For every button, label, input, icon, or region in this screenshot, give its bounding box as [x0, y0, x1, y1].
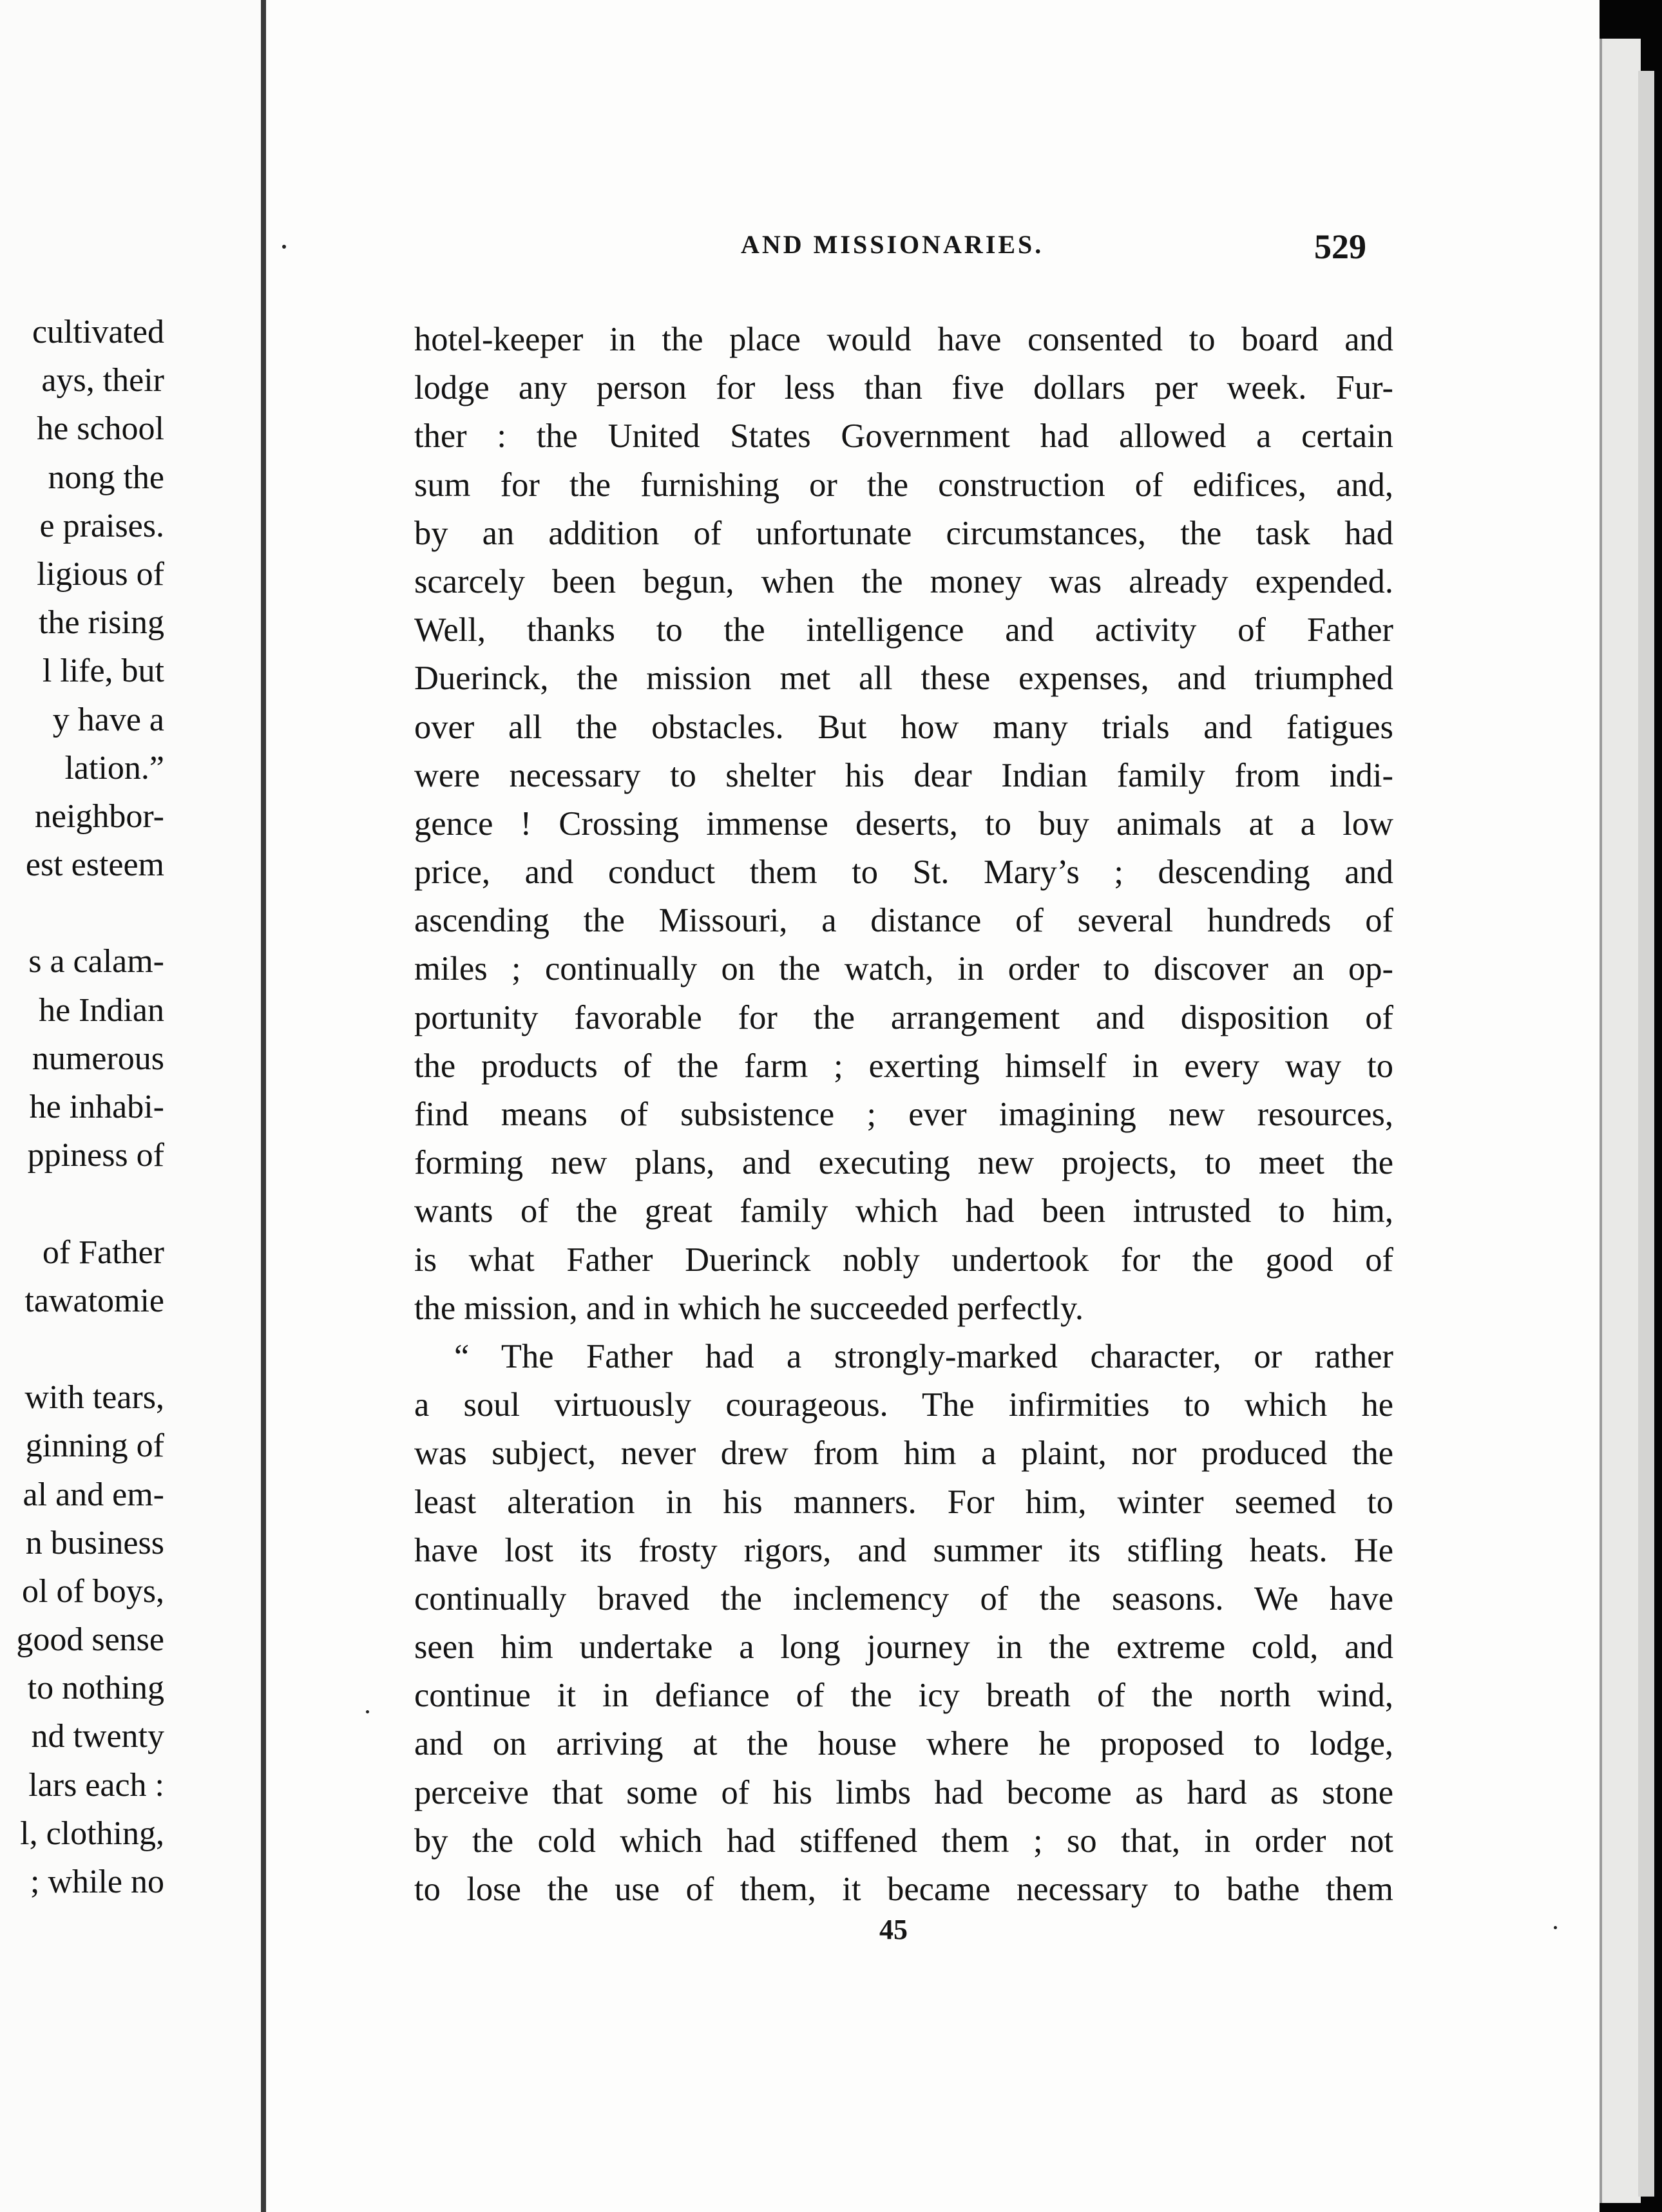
- facing-page-line: he Indian: [39, 991, 164, 1029]
- facing-page-line: with tears,: [24, 1379, 164, 1416]
- text-line: lodge any person for less than five dollars per week. Fur-: [414, 369, 1393, 407]
- facing-page-line: ol of boys,: [22, 1572, 164, 1610]
- text-line: ascending the Missouri, a distance of several hundreds of: [414, 902, 1393, 940]
- text-line: Well, thanks to the intelligence and activity of Father: [414, 611, 1393, 649]
- text-line: find means of subsistence ; ever imagining new resources,: [414, 1096, 1393, 1133]
- facing-page-line: nong the: [48, 459, 164, 496]
- text-line: have lost its frosty rigors, and summer its stifling heats. He: [414, 1531, 1393, 1569]
- facing-page-line: ; while no: [30, 1864, 164, 1900]
- facing-page-line: to nothing: [27, 1670, 164, 1707]
- facing-page-line: [0, 1179, 164, 1228]
- facing-page-line: cultivated: [32, 314, 164, 350]
- text-line: Duerinck, the mission met all these expenses, and triumphed: [414, 660, 1393, 698]
- scan-speck: [1554, 1926, 1557, 1929]
- text-line: was subject, never drew from him a plaint, nor produced the: [414, 1435, 1393, 1473]
- text-line: seen him undertake a long journey in the extreme cold, and: [414, 1628, 1393, 1666]
- book-gutter: [261, 0, 266, 2212]
- text-line: gence ! Crossing immense deserts, to buy animals at a low: [414, 805, 1393, 843]
- facing-page-line: l, clothing,: [20, 1815, 164, 1852]
- text-line: “ The Father had a strongly-marked character, or rather: [454, 1337, 1393, 1375]
- facing-page-line: n business: [25, 1524, 164, 1561]
- body-text: [414, 316, 1393, 1914]
- facing-page-line: ligious of: [37, 555, 164, 593]
- facing-page-line: s a calam-: [28, 943, 164, 980]
- text-line: scarcely been begun, when the money was already expended.: [414, 562, 1393, 600]
- facing-page-fragment: [0, 0, 261, 2212]
- text-line: by an addition of unfortunate circumstances, the task had: [414, 514, 1393, 552]
- text-line: portunity favorable for the arrangement and disposition of: [414, 998, 1393, 1036]
- page-number: 529: [1314, 227, 1366, 266]
- running-head: AND MISSIONARIES.: [741, 230, 1044, 259]
- text-line: and on arriving at the house where he proposed to lodge,: [414, 1725, 1393, 1763]
- page-edge: [1600, 39, 1641, 2203]
- facing-page-line: est esteem: [25, 846, 164, 884]
- facing-page-line: neighbor-: [34, 797, 164, 835]
- facing-page-line: good sense: [16, 1621, 164, 1659]
- facing-page-line: l life, but: [42, 653, 164, 690]
- text-line: to lose the use of them, it became necessary to bathe them: [414, 1871, 1393, 1908]
- text-line: by the cold which had stiffened them ; so that, in order not: [414, 1822, 1393, 1860]
- facing-page-text: [0, 308, 164, 1906]
- facing-page-line: ays, their: [41, 362, 164, 399]
- facing-page-line: nd twenty: [31, 1718, 164, 1755]
- facing-page-line: he school: [37, 410, 164, 448]
- facing-page-line: of Father: [42, 1234, 164, 1271]
- facing-page-line: tawatomie: [24, 1282, 164, 1319]
- facing-page-line: y have a: [52, 701, 164, 738]
- text-line: price, and conduct them to St. Mary’s ; descending and: [414, 853, 1393, 891]
- facing-page-line: numerous: [32, 1040, 164, 1077]
- text-line: the products of the farm ; exerting himself in every way to: [414, 1047, 1393, 1085]
- text-line: hotel-keeper in the place would have consented to board and: [414, 321, 1393, 358]
- text-line: sum for the furnishing or the construction of edifices, and,: [414, 466, 1393, 504]
- facing-page-line: e praises.: [39, 507, 164, 544]
- facing-page-line: al and em-: [23, 1476, 164, 1513]
- text-line: continually braved the inclemency of the seasons. We have: [414, 1579, 1393, 1617]
- scan-speck: [366, 1710, 369, 1713]
- facing-page-line: lars each :: [28, 1766, 164, 1804]
- text-line: miles ; continually on the watch, in order to discover an op-: [414, 950, 1393, 988]
- facing-page-line: [0, 1325, 164, 1373]
- text-line: were necessary to shelter his dear Indian family from indi-: [414, 756, 1393, 794]
- facing-page-line: ginning of: [25, 1427, 164, 1465]
- text-line: is what Father Duerinck nobly undertook for the good of: [414, 1241, 1393, 1279]
- text-line: wants of the great family which had been intrusted to him,: [414, 1192, 1393, 1230]
- facing-page-line: the rising: [39, 604, 164, 642]
- text-line: ther : the United States Government had allowed a certain: [414, 417, 1393, 455]
- text-line: continue it in defiance of the icy breath of the north wind,: [414, 1677, 1393, 1715]
- signature-mark: 45: [879, 1914, 908, 1945]
- text-line: the mission, and in which he succeeded perfectly.: [414, 1289, 1084, 1327]
- text-line: least alteration in his manners. For him, winter seemed to: [414, 1483, 1393, 1521]
- text-line: forming new plans, and executing new projects, to meet the: [414, 1144, 1393, 1182]
- text-line: over all the obstacles. But how many trials and fatigues: [414, 708, 1393, 746]
- facing-page-line: ppiness of: [27, 1137, 164, 1174]
- text-line: a soul virtuously courageous. The infirmities to which he: [414, 1386, 1393, 1424]
- text-line: perceive that some of his limbs had become as hard as stone: [414, 1773, 1393, 1811]
- facing-page-line: lation.”: [64, 749, 164, 787]
- page-edge-shadow: [1638, 71, 1654, 2197]
- facing-page-line: [0, 889, 164, 937]
- facing-page-line: he inhabi-: [29, 1089, 164, 1125]
- scan-speck: [282, 245, 286, 249]
